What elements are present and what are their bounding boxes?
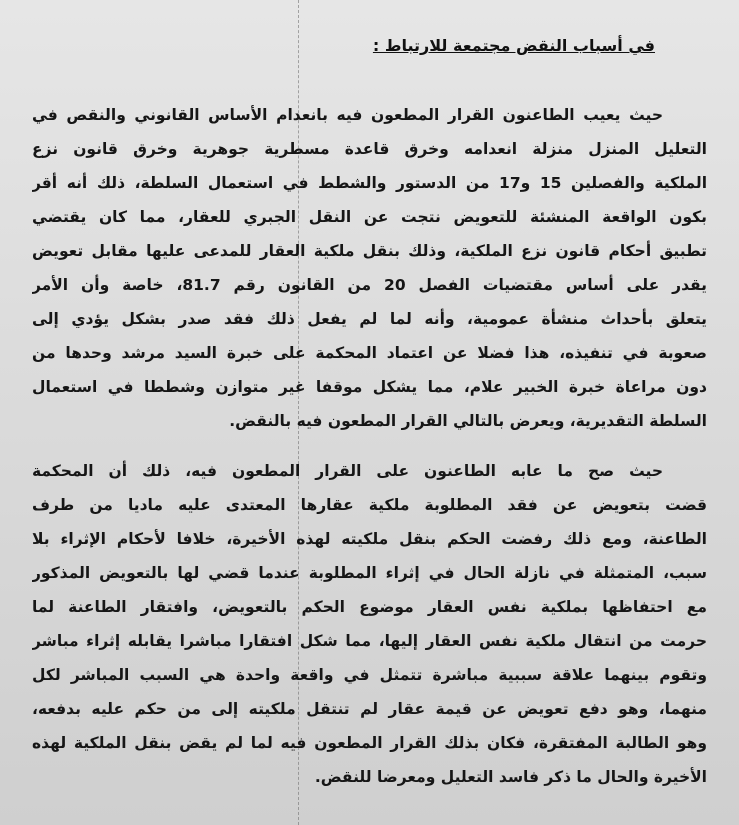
text-line: وهو الطالبة المفتقرة، فكان بذلك القرار المطعون فيه لما لم يقض بنقل الملكية لهذه bbox=[32, 734, 707, 752]
text-line: منهما، وهو دفع تعويض عن قيمة عقار لم تنتقل ملكيته إلى من حكم عليه بدفعه، bbox=[32, 700, 707, 718]
text-line: بكون الواقعة المنشئة للتعويض نتجت عن النقل الجبري للعقار، مما كان يقتضي bbox=[32, 208, 707, 226]
text-line: التعليل المنزل منزلة انعدامه وخرق قاعدة مسطرية جوهرية وخرق قانون نزع bbox=[32, 140, 707, 158]
text-line: الأخيرة والحال ما ذكر فاسد التعليل ومعرضا للنقض. bbox=[314, 768, 707, 786]
text-line: حرمت من انتقال ملكية نفس العقار إليها، مما شكل افتقارا مباشرا يقابله إثراء مباشر bbox=[32, 632, 707, 650]
section-heading: في أسباب النقض مجتمعة للارتباط : bbox=[372, 36, 655, 55]
text-line: يتعلق بأحداث منشأة عمومية، وأنه لما لم يفعل ذلك فقد صدر بشكل يؤدي إلى bbox=[32, 310, 707, 328]
text-line: يقدر على أساس مقتضيات الفصل 20 من القانون رقم 81.7، خاصة وأن الأمر bbox=[32, 276, 707, 294]
text-line: وتقوم بينهما علاقة سببية مباشرة تتمثل في واقعة واحدة هي السبب المباشر لكل bbox=[32, 666, 707, 684]
text-line: حيث صح ما عابه الطاعنون على القرار المطعون فيه، ذلك أن المحكمة bbox=[32, 462, 663, 480]
text-line: حيث يعيب الطاعنون القرار المطعون فيه بانعدام الأساس القانوني والنقص في bbox=[32, 106, 663, 124]
text-line: دون مراعاة خبرة الخبير علام، مما يشكل موقفا غير متوازن وشططا في استعمال bbox=[32, 378, 707, 396]
text-line: مع احتفاظها بملكية نفس العقار موضوع الحكم بالتعويض، وافتقار الطاعنة لما bbox=[32, 598, 707, 616]
text-line: قضت بتعويض عن فقد المطلوبة ملكية عقارها المعتدى عليه ماديا من طرف bbox=[32, 496, 707, 514]
text-line: الملكية والفصلين 15 و17 من الدستور والشطط في استعمال السلطة، ذلك أنه أقر bbox=[32, 174, 707, 192]
text-line: تطبيق أحكام قانون نزع الملكية، وذلك بنقل ملكية العقار للمدعى عليها مقابل تعويض bbox=[32, 242, 707, 260]
paragraph-grounds-of-appeal bbox=[32, 98, 707, 438]
text-line: الطاعنة، ومع ذلك رفضت الحكم بنقل ملكيته لهذه الأخيرة، خلافا لأحكام الإثراء بلا bbox=[32, 530, 707, 548]
text-line: صعوبة في تنفيذه، هذا فضلا عن اعتماد المحكمة على خبرة السيد مرشد وحدها من bbox=[32, 344, 707, 362]
paragraph-court-reasoning bbox=[32, 454, 707, 794]
text-line: سبب، المتمثلة في نازلة الحال في إثراء المطلوبة عندما قضي لها بالتعويض المذكور bbox=[32, 564, 707, 582]
text-line: السلطة التقديرية، ويعرض بالتالي القرار المطعون فيه بالنقض. bbox=[229, 412, 707, 430]
